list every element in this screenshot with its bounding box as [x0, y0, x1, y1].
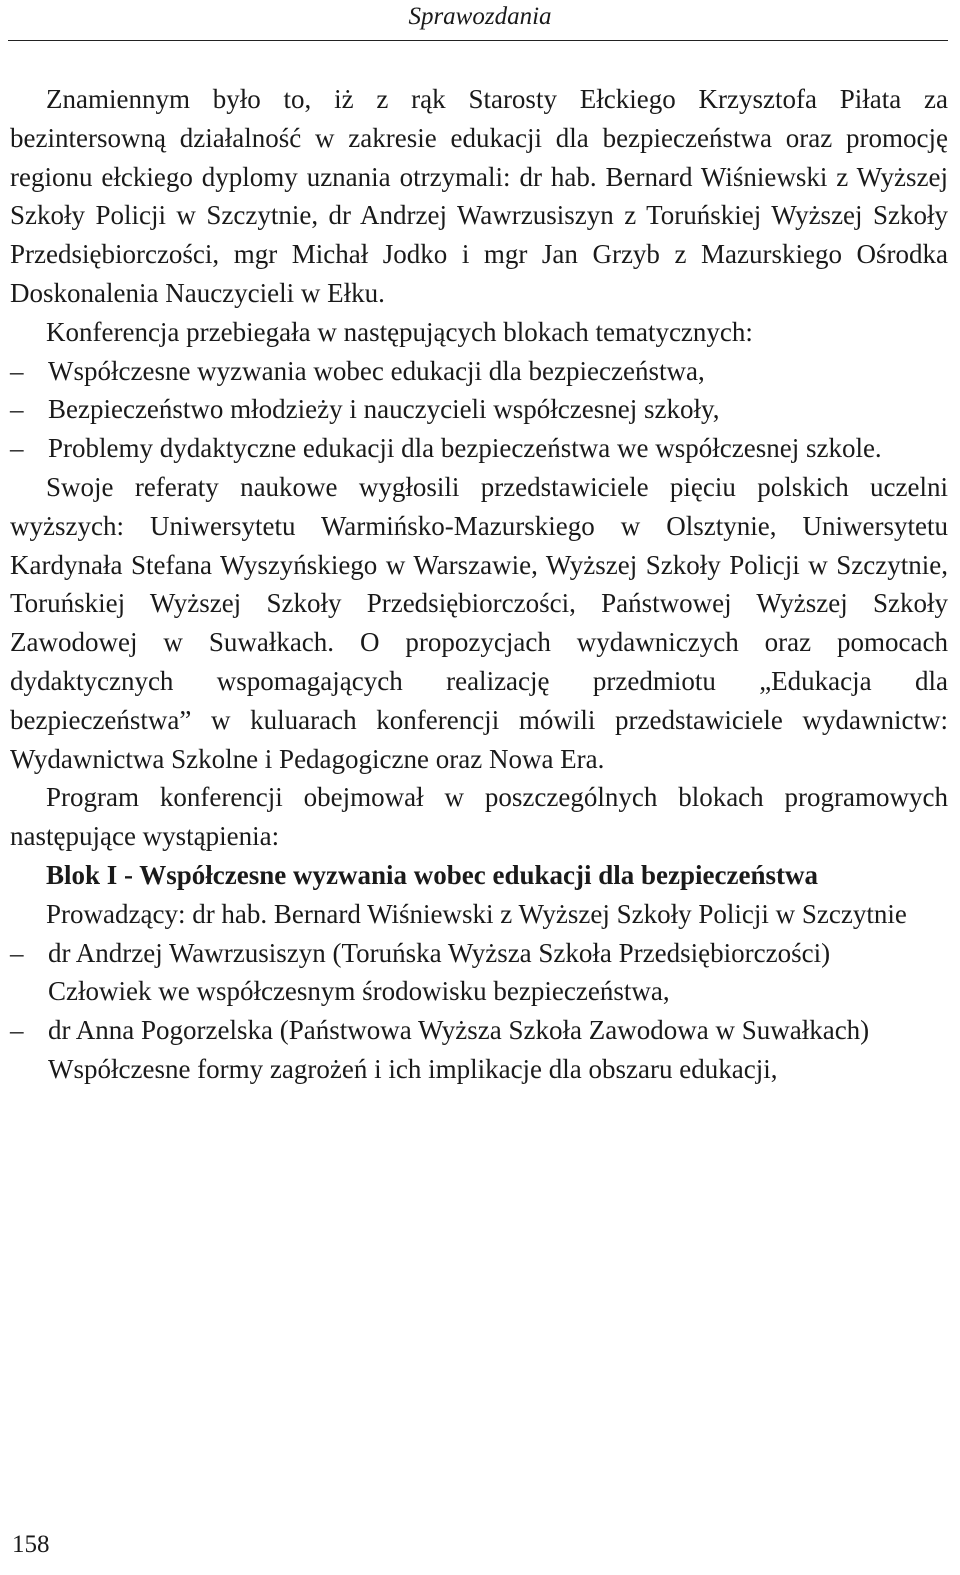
header-rule	[8, 40, 948, 41]
list-item-block-2	[10, 390, 948, 429]
page-number: 158	[12, 1531, 50, 1558]
dash-mark: –	[10, 1015, 24, 1046]
dash-mark: –	[10, 937, 24, 968]
talk-speaker-text: dr Anna Pogorzelska (Państwowa Wyższa Szkoła Zawodowa w Suwałkach)	[48, 1015, 870, 1046]
page-header	[0, 0, 960, 40]
list-item-text: Problemy dydaktyczne edukacji dla bezpieczeństwa we współczesnej szkole.	[48, 433, 882, 464]
talk-speaker-text: dr Andrzej Wawrzusiszyn (Toruńska Wyższa Szkoła Przedsiębiorczości)	[48, 937, 831, 968]
dash-mark: –	[10, 394, 24, 425]
talk-2-title: Współczesne formy zagrożeń i ich implikacje dla obszaru edukacji,	[48, 1053, 778, 1084]
dash-mark: –	[10, 433, 24, 464]
list-item-block-3	[10, 429, 948, 468]
paragraph-program: Program konferencji obejmował w poszczególnych blokach programowych następujące wystąpienia:	[10, 782, 948, 852]
talk-2-speaker	[10, 1011, 948, 1050]
paragraph-blocks-intro: Konferencja przebiegała w następujących blokach tematycznych:	[46, 316, 753, 347]
talk-1-title: Człowiek we współczesnym środowisku bezpieczeństwa,	[48, 976, 670, 1007]
paragraph-speakers: Swoje referaty naukowe wygłosili przedstawiciele pięciu polskich uczelni wyższych: Uniwersytetu Warmińsko-Mazurskiego w Olsztynie, Uniwersytetu Kardynała Stefana Wyszyńskiego w Warszawie, Wyższej Szkoły Policji w Szczytnie, Toruńskiej Wyższej Szkoły Przedsiębiorczości, Państwowej Wyższej Szkoły Zawodowej w Suwałkach. O propozycjach wydawniczych oraz pomocach dydaktycznych wspomagających realizację przedmiotu „Edukacja dla bezpieczeństwa” w kuluarach konferencji mówili przedstawiciele wydawnictw: Wydawnictwa Szkolne i Pedagogiczne oraz Nowa Era.	[10, 471, 948, 774]
list-item-text: Współczesne wyzwania wobec edukacji dla bezpieczeństwa,	[48, 355, 705, 386]
list-item-block-1	[10, 352, 948, 391]
running-head: Sprawozdania	[408, 3, 552, 30]
dash-mark: –	[10, 355, 24, 386]
block-1-heading: Blok I - Współczesne wyzwania wobec edukacji dla bezpieczeństwa	[46, 859, 818, 890]
talk-1-speaker	[10, 934, 948, 973]
body-text	[10, 80, 948, 1089]
list-item-text: Bezpieczeństwo młodzieży i nauczycieli współczesnej szkoły,	[48, 394, 720, 425]
paragraph-awards: Znamiennym było to, iż z rąk Starosty Ełckiego Krzysztofa Piłata za bezintersowną działalność w zakresie edukacji dla bezpieczeństwa oraz promocję regionu ełckiego dyplomy uznania otrzymali: dr hab. Bernard Wiśniewski z Wyższej Szkoły Policji w Szczytnie, dr Andrzej Wawrzusiszyn z Toruńskiej Wyższej Szkoły Przedsiębiorczości, mgr Michał Jodko i mgr Jan Grzyb z Mazurskiego Ośrodka Doskonalenia Nauczycieli w Ełku.	[10, 84, 948, 308]
block-1-chair: Prowadzący: dr hab. Bernard Wiśniewski z Wyższej Szkoły Policji w Szczytnie	[46, 898, 907, 929]
